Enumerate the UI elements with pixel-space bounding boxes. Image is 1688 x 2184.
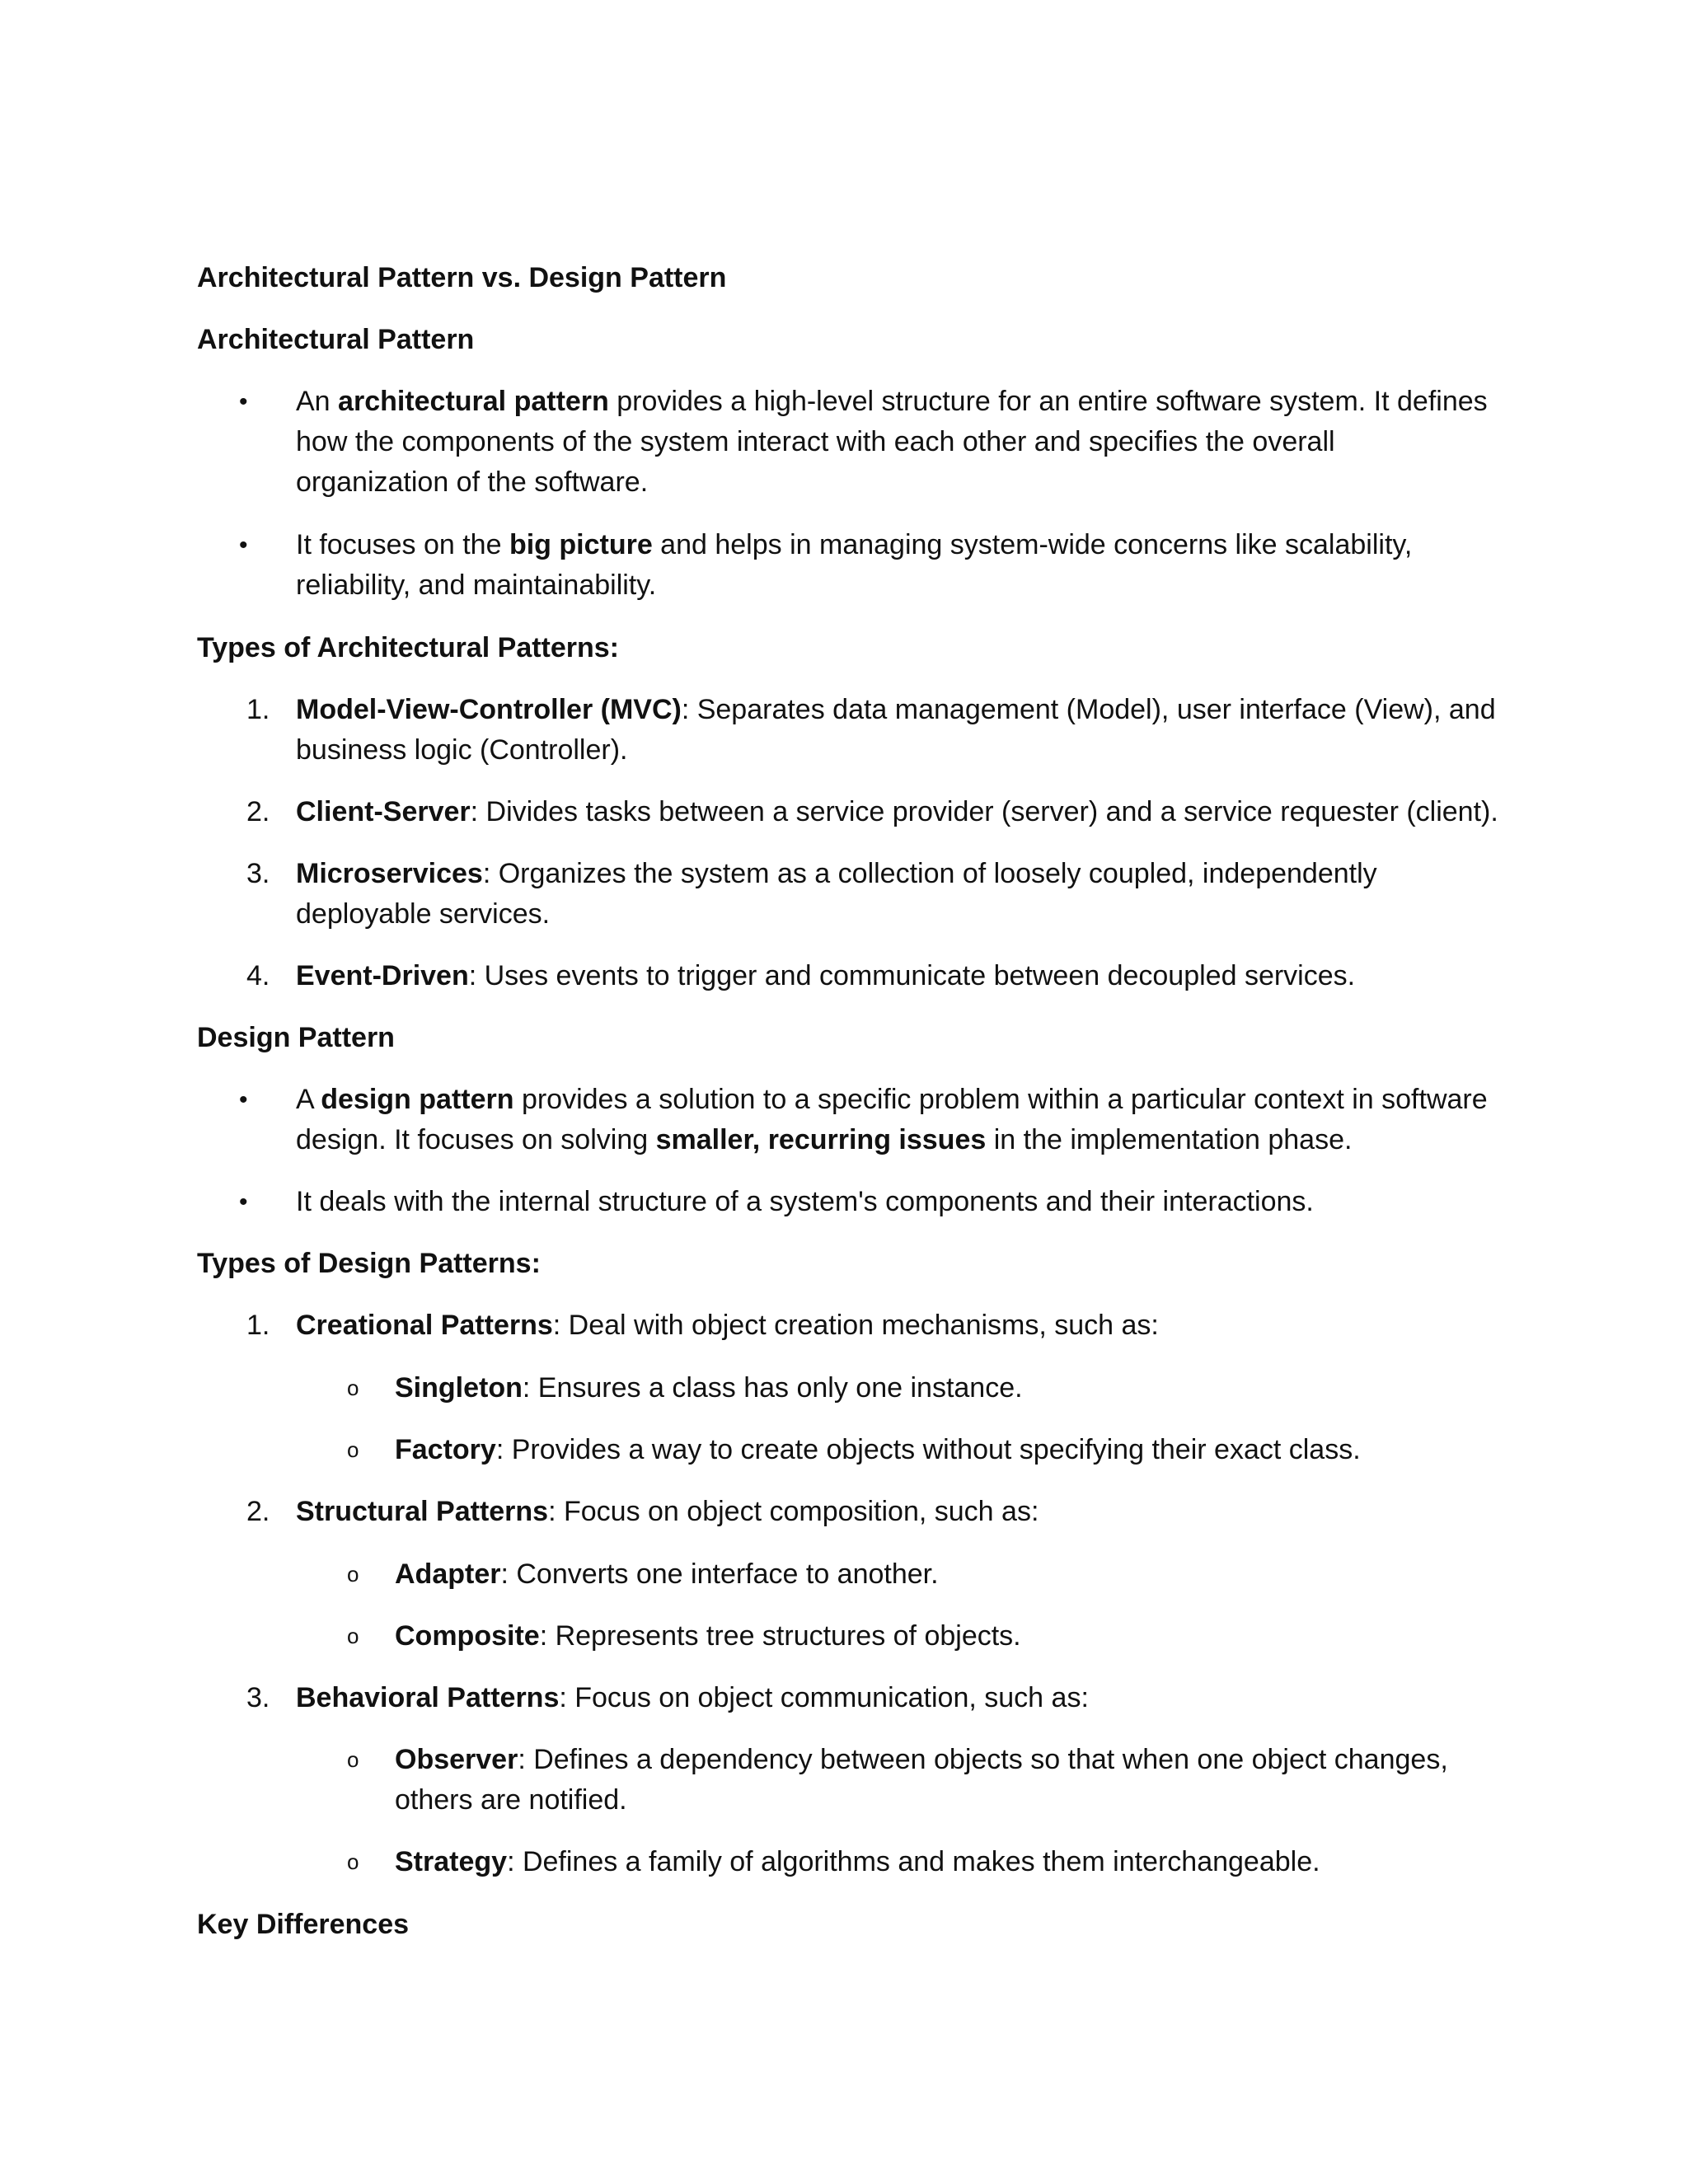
sub-bullet-marker: o xyxy=(347,1376,359,1400)
bullet-marker: • xyxy=(239,1086,248,1113)
design-bullet-1-line-1: A design pattern provides a solution to a specific problem within a particular context in software xyxy=(296,1084,1488,1115)
sub-bullet-marker: o xyxy=(347,1562,359,1586)
sub-item-singleton: Singleton: Ensures a class has only one instance. xyxy=(395,1372,1023,1404)
list-number: 2. xyxy=(246,796,270,827)
arch-type-1-line-2: business logic (Controller). xyxy=(296,734,628,766)
key-differences-heading: Key Differences xyxy=(197,1909,410,1940)
arch-type-4-line-1: Event-Driven: Uses events to trigger and communicate between decoupled services. xyxy=(296,960,1356,991)
arch-bullet-2-line-2: reliability, and maintainability. xyxy=(296,569,657,601)
list-number: 2. xyxy=(246,1496,270,1527)
list-number: 3. xyxy=(246,858,270,889)
arch-type-3-line-2: deployable services. xyxy=(296,898,551,930)
sub-item-factory: Factory: Provides a way to create objects without specifying their exact class. xyxy=(395,1434,1361,1465)
arch-types-heading: Types of Architectural Patterns: xyxy=(197,632,620,663)
design-types-heading: Types of Design Patterns: xyxy=(197,1248,541,1279)
design-type-creational: Creational Patterns: Deal with object creation mechanisms, such as: xyxy=(296,1310,1159,1341)
sub-bullet-marker: o xyxy=(347,1624,359,1648)
document-title: Architectural Pattern vs. Design Pattern xyxy=(197,262,727,293)
bullet-marker: • xyxy=(239,532,248,559)
section-heading-design: Design Pattern xyxy=(197,1022,395,1053)
arch-bullet-2-line-1: It focuses on the big picture and helps in managing system-wide concerns like scalability, xyxy=(296,529,1413,560)
list-number: 1. xyxy=(246,1310,270,1341)
design-bullet-1-line-2: design. It focuses on solving smaller, recurring issues in the implementation phase. xyxy=(296,1124,1353,1155)
arch-type-1-line-1: Model-View-Controller (MVC): Separates data management (Model), user interface (View), and xyxy=(296,694,1496,725)
arch-type-2-line-1: Client-Server: Divides tasks between a service provider (server) and a service requester (client). xyxy=(296,796,1498,827)
arch-type-3-line-1: Microservices: Organizes the system as a collection of loosely coupled, independently xyxy=(296,858,1377,889)
arch-bullet-1-line-3: organization of the software. xyxy=(296,466,649,498)
sub-bullet-marker: o xyxy=(347,1849,359,1874)
sub-item-strategy: Strategy: Defines a family of algorithms and makes them interchangeable. xyxy=(395,1846,1320,1877)
arch-bullet-1-line-2: how the components of the system interact with each other and specifies the overall xyxy=(296,426,1335,457)
section-heading-architectural: Architectural Pattern xyxy=(197,324,475,355)
bullet-marker: • xyxy=(239,388,248,415)
list-number: 3. xyxy=(246,1682,270,1713)
sub-bullet-marker: o xyxy=(347,1747,359,1772)
list-number: 1. xyxy=(246,694,270,725)
bullet-marker: • xyxy=(239,1188,248,1216)
sub-item-composite: Composite: Represents tree structures of objects. xyxy=(395,1620,1021,1652)
arch-bullet-1-line-1: An architectural pattern provides a high-level structure for an entire software system. It defines xyxy=(296,386,1488,417)
design-type-structural: Structural Patterns: Focus on object composition, such as: xyxy=(296,1496,1039,1527)
sub-bullet-marker: o xyxy=(347,1437,359,1462)
design-type-behavioral: Behavioral Patterns: Focus on object communication, such as: xyxy=(296,1682,1089,1713)
sub-item-adapter: Adapter: Converts one interface to another. xyxy=(395,1558,939,1590)
sub-item-observer-line-1: Observer: Defines a dependency between objects so that when one object changes, xyxy=(395,1744,1448,1775)
design-bullet-2-line-1: It deals with the internal structure of a system's components and their interactions. xyxy=(296,1186,1314,1217)
list-number: 4. xyxy=(246,960,270,991)
sub-item-observer-line-2: others are notified. xyxy=(395,1784,627,1816)
